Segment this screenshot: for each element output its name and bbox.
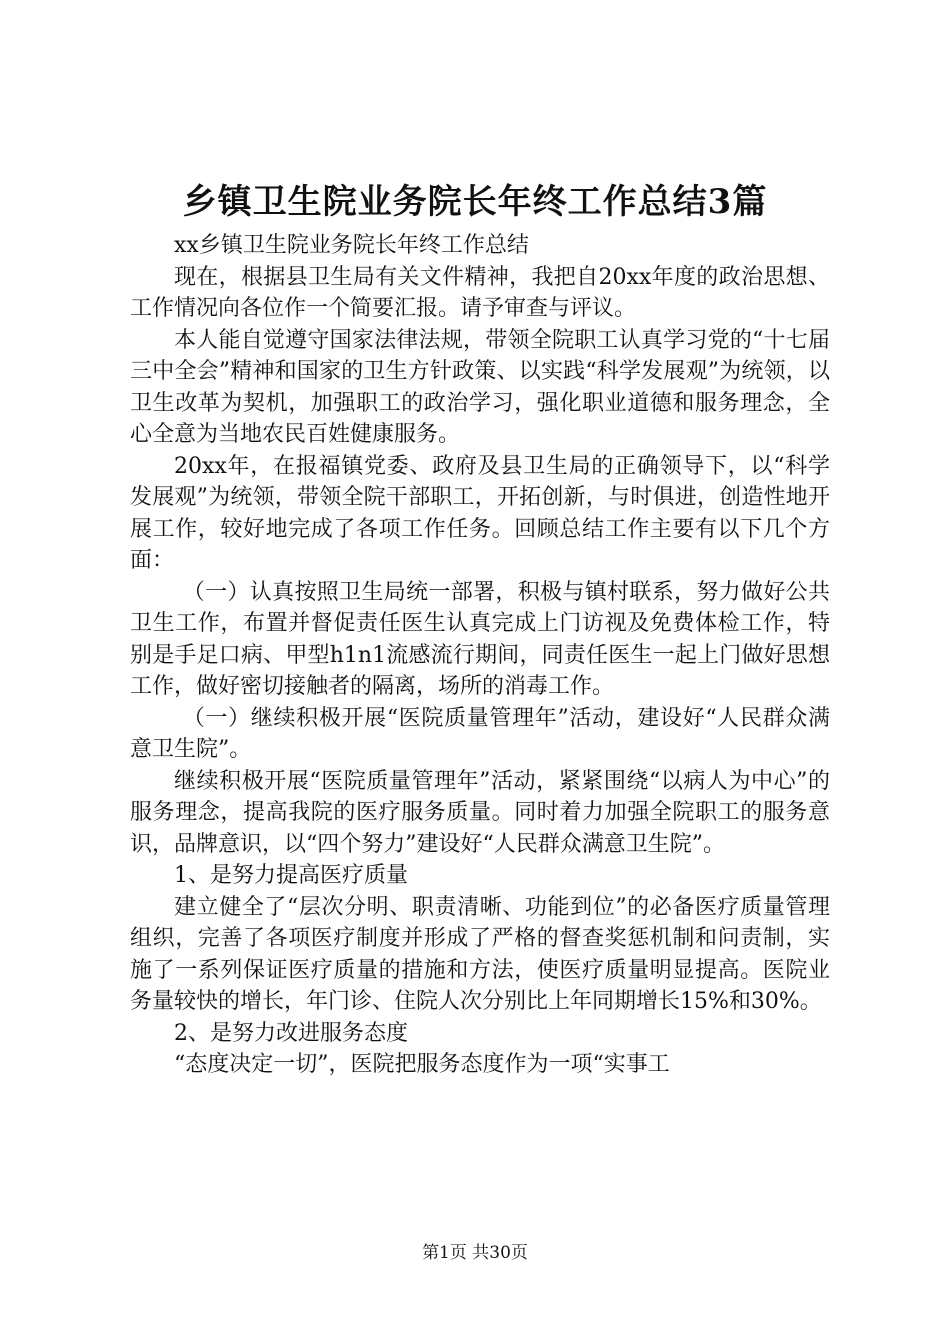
page-footer: 第1页 共30页 — [422, 1243, 528, 1263]
paragraph-heading-medical-quality: 1、是努力提高医疗质量 — [174, 863, 408, 888]
paragraph-public-health: （一）认真按照卫生局统一部署，积极与镇村联系，努力做好公共卫生工作，布置并督促责任医生认真完成上门访视及免费体检工作，特别是手足口病、甲型h1n1流感流行期间，同责任医生一起上门做好思想工作，做好密切接触者的隔离，场所的消毒工作。 — [130, 579, 830, 699]
paragraph-self-discipline: 本人能自觉遵守国家法律法规，带领全院职工认真学习党的“十七届三中全会”精神和国家的卫生方针政策、以实践“科学发展观”为统领，以卫生改革为契机，加强职工的政治学习，强化职业道德和服务理念，全心全意为当地农民百姓健康服务。 — [130, 327, 830, 447]
paragraph-quality-year: 继续积极开展“医院质量管理年”活动，紧紧围绕“以病人为中心”的服务理念，提高我院的医疗服务质量。同时着力加强全院职工的服务意识，品牌意识，以“四个努力”建设好“人民群众满意卫生院”。 — [130, 768, 830, 857]
paragraph-intro: 现在，根据县卫生局有关文件精神，我把自20xx年度的政治思想、工作情况向各位作一个简要汇报。请予审查与评议。 — [130, 264, 830, 321]
paragraph-medical-quality: 建立健全了“层次分明、职责清晰、功能到位”的必备医疗质量管理组织，完善了各项医疗制度并形成了严格的督查奖惩机制和问责制，实施了一系列保证医疗质量的措施和方法，使医疗质量明显提高。医院业务量较快的增长，年门诊、住院人次分别比上年同期增长15%和30%。 — [130, 894, 830, 1014]
paragraph-quality-year-heading: （一）继续积极开展“医院质量管理年”活动，建设好“人民群众满意卫生院”。 — [130, 705, 830, 762]
paragraph-heading-service-attitude: 2、是努力改进服务态度 — [174, 1020, 408, 1046]
paragraph-service-attitude: “态度决定一切”，医院把服务态度作为一项“实事工 — [174, 1052, 670, 1077]
document-body — [130, 230, 830, 1081]
document-title: 乡镇卫生院业务院长年终工作总结3篇 — [182, 182, 768, 222]
paragraph-year-overview: 20xx年，在报福镇党委、政府及县卫生局的正确领导下，以“科学发展观”为统领，带领全院干部职工，开拓创新，与时俱进，创造性地开展工作，较好地完成了各项工作任务。回顾总结工作主要有以下几个方面： — [130, 453, 830, 573]
paragraph-subtitle: xx乡镇卫生院业务院长年终工作总结 — [174, 233, 529, 258]
